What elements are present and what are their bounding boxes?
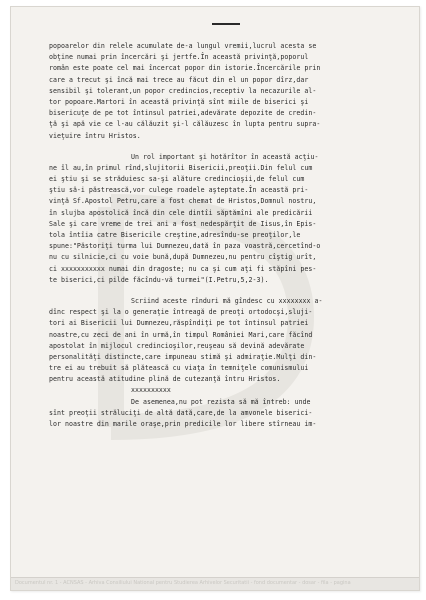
text-line: te biserici,ci pilde făcîndu-vă turmei"(I.Petru,5,2-3). — [49, 275, 269, 284]
text-line: personalităţi distincte,care impuneau stimă şi admiraţie.Mulţi din- — [49, 352, 317, 361]
text-line: dînc respect şi la o generaţie întreagă de preoţi ortodocşi,sluji- — [49, 308, 313, 317]
text-line: Scriind aceste rînduri mă gîndesc cu xxxxxxxx a- — [131, 296, 323, 305]
text-line: De asemenea,nu pot rezista să mă întreb: unde — [131, 397, 311, 406]
text-line: vieţuire întru Hristos. — [49, 131, 141, 140]
text-line: în slujba apostolică încă din cele dintîi săptămîni ale predicării — [49, 208, 313, 217]
text-line: bisericuţe de pe tot întinsul patriei,adevărate depozite de credin- — [49, 109, 317, 118]
text-line: ci xxxxxxxxxxx numai din dragoste; nu ca şi cum aţi fi stăpîni pes- — [49, 264, 317, 273]
text-line: ştiu să-i păstrească,vor culege roadele aşteptate.În această pri- — [49, 186, 309, 195]
text-line: tor popoare.Martori în această privinţă sînt miile de biserici şi — [49, 97, 309, 106]
text-line: tori ai Bisericii lui Dumnezeu,răspîndiţi pe tot întinsul patriei — [49, 319, 309, 328]
text-line: apostolat în mijlocul credincioşilor,reuşeau să devină adevărate — [49, 341, 305, 350]
text-line: tola întîia catre Bisericile creştine,adresîndu-se preoţilor,le — [49, 231, 301, 239]
text-line: vinţă Sf.Apostol Petru,care a fost chemat de Hristos,Domnul nostru, — [49, 197, 317, 206]
text-line: sînt preoţii străluciţi de altă dată,care,de la amvonele biserici- — [49, 408, 313, 417]
text-line: ţă şi apă vie ce l-au călăuzit şi-l călăuzesc în lupta pentru supra- — [49, 120, 321, 129]
archive-footer — [11, 577, 419, 590]
text-line: Un rol important şi hotărîtor în această acţiu- — [131, 152, 319, 161]
strikeout-text: xxxxxxxxxx — [131, 386, 171, 395]
text-line: ne îl au,în primul rînd,slujitorii Bisericii,preoţii.Din felul cum — [49, 163, 313, 172]
footer-text: Documentul nr. 1 - ACNSAS - Arhiva Consiliului National pentru Studierea Arhivelor Securitatii - fond documentar - dosar - fila - pagina — [15, 580, 351, 586]
document-page — [10, 6, 420, 591]
text-line: pentru această atitudine plină de cutezanţă întru Hristos. — [49, 375, 281, 384]
page-number-mark — [212, 23, 240, 25]
text-line: obţine numai prin încercări şi jertfe.În această privinţă,poporul — [49, 53, 309, 62]
text-line: spune:"Păstoriţi turma lui Dumnezeu,dată în paza voastră,cercetînd-o — [49, 242, 321, 251]
text-line: ei ştiu şi se străduiesc sa-şi alăture credincioşii,de felul cum — [49, 175, 305, 184]
text-line: Sale şi care vreme de trei ani a fost nedespărţit de Iisus,în Epis- — [49, 219, 317, 228]
text-line: popoarelor din relele acumulate de-a lungul vremii,lucrul acesta se — [49, 42, 317, 50]
text-line: tre ei au trebuit să plătească cu viaţa în temniţele comunismului — [49, 364, 309, 373]
text-line: român este poate cel mai încercat popor din istorie.Încercările prin — [49, 64, 321, 73]
text-line: care a trecut şi încă mai trece au făcut din el un popor dîrz,dar — [49, 75, 309, 84]
text-line: nu cu silnicie,ci cu voie bună,după Dumnezeu,nu pentru cîştig urît, — [49, 253, 317, 262]
text-line: sensibil şi tolerant,un popor credincios,receptiv la necazurile al- — [49, 86, 317, 95]
document-text — [49, 41, 405, 430]
text-line: noastre,cu zeci de ani în urmă,în timpul României Mari,care făcînd — [49, 330, 313, 339]
text-line: lor noastre din marile oraşe,prin predicile lor libere stîrneau im- — [49, 420, 317, 428]
